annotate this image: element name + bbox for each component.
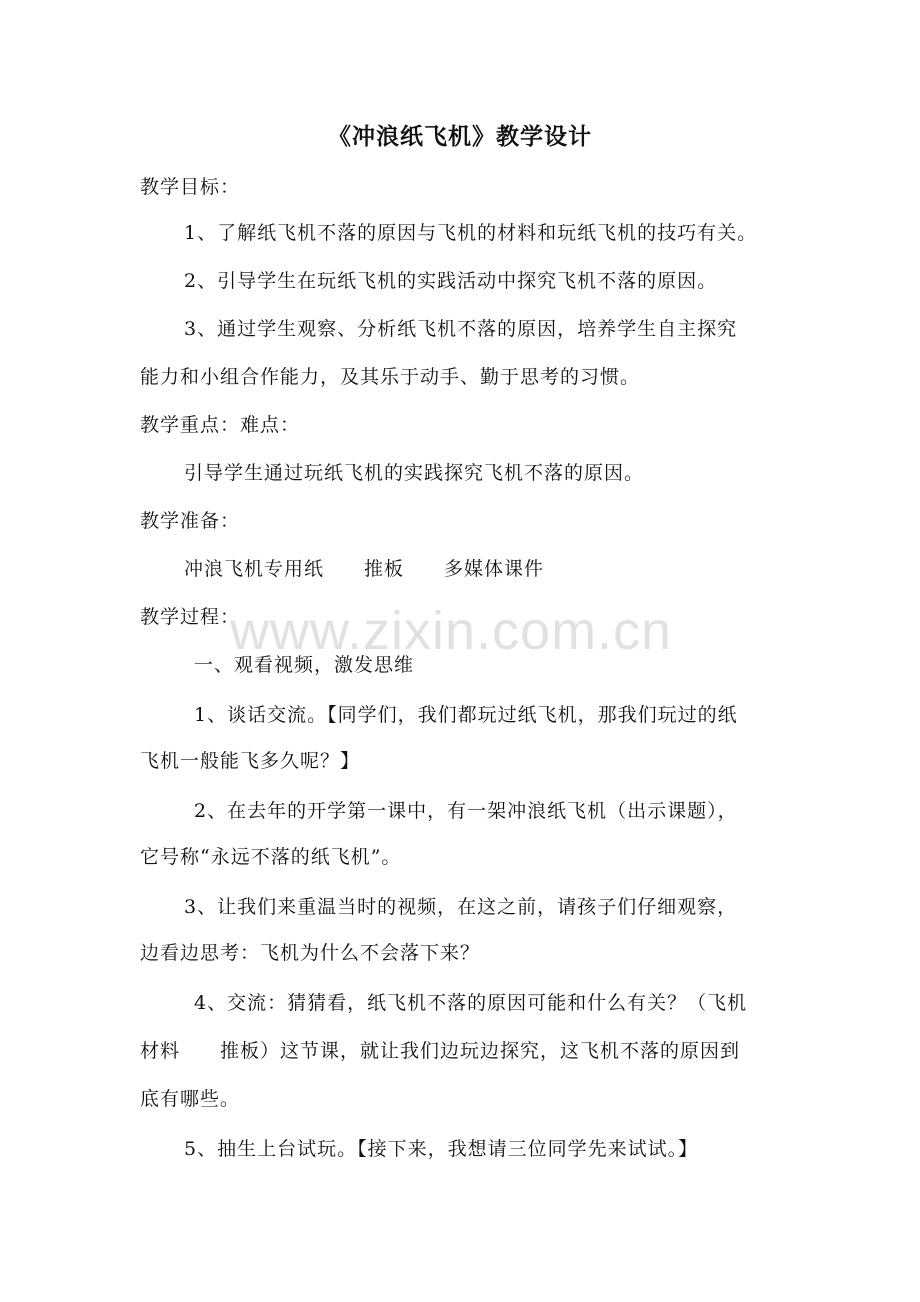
process-item-1-line-1: 1、谈话交流。【同学们，我们都玩过纸飞机，那我们玩过的纸 [194, 704, 738, 726]
objective-1: 1、了解纸飞机不落的原因与飞机的材料和玩纸飞机的技巧有关。 [184, 222, 758, 244]
process-item-4-line-2: 材料 推板）这节课，就让我们边玩边探究，这飞机不落的原因到 [140, 1040, 741, 1062]
objective-3-line-1: 3、通过学生观察、分析纸飞机不落的原因，培养学生自主探究 [184, 318, 738, 340]
process-item-4-line-3: 底有哪些。 [140, 1088, 241, 1110]
document-title: 《冲浪纸飞机》教学设计 [328, 123, 592, 150]
process-item-5: 5、抽生上台试玩。【接下来，我想请三位同学先来试试。】 [184, 1138, 699, 1160]
section-heading-preparation: 教学准备： [140, 510, 241, 532]
process-item-4-line-1: 4、交流：猜猜看，纸飞机不落的原因可能和什么有关？（飞机 [194, 992, 748, 1014]
process-item-3-line-2: 边看边思考：飞机为什么不会落下来？ [140, 942, 481, 964]
process-step-heading-1: 一、观看视频，激发思维 [194, 654, 415, 676]
process-item-2-line-1: 2、在去年的开学第一课中，有一架冲浪纸飞机（出示课题）， [194, 800, 738, 822]
process-item-3-line-1: 3、让我们来重温当时的视频，在这之前，请孩子们仔细观察， [184, 896, 738, 918]
preparation-items: 冲浪飞机专用纸 推板 多媒体课件 [184, 558, 545, 580]
watermark: www.zixin.com.cn [230, 601, 673, 661]
process-item-2-line-2: 它号称“永远不落的纸飞机”。 [140, 846, 402, 868]
process-item-1-line-2: 飞机一般能飞多久呢？】 [140, 750, 361, 772]
section-heading-process: 教学过程： [140, 606, 241, 628]
key-point-text: 引导学生通过玩纸飞机的实践探究飞机不落的原因。 [184, 462, 645, 484]
objective-2: 2、引导学生在玩纸飞机的实践活动中探究飞机不落的原因。 [184, 270, 718, 292]
section-heading-objectives: 教学目标： [140, 176, 241, 198]
objective-3-line-2: 能力和小组合作能力，及其乐于动手、勤于思考的习惯。 [140, 366, 641, 388]
section-heading-key-points: 教学重点：难点： [140, 414, 301, 436]
